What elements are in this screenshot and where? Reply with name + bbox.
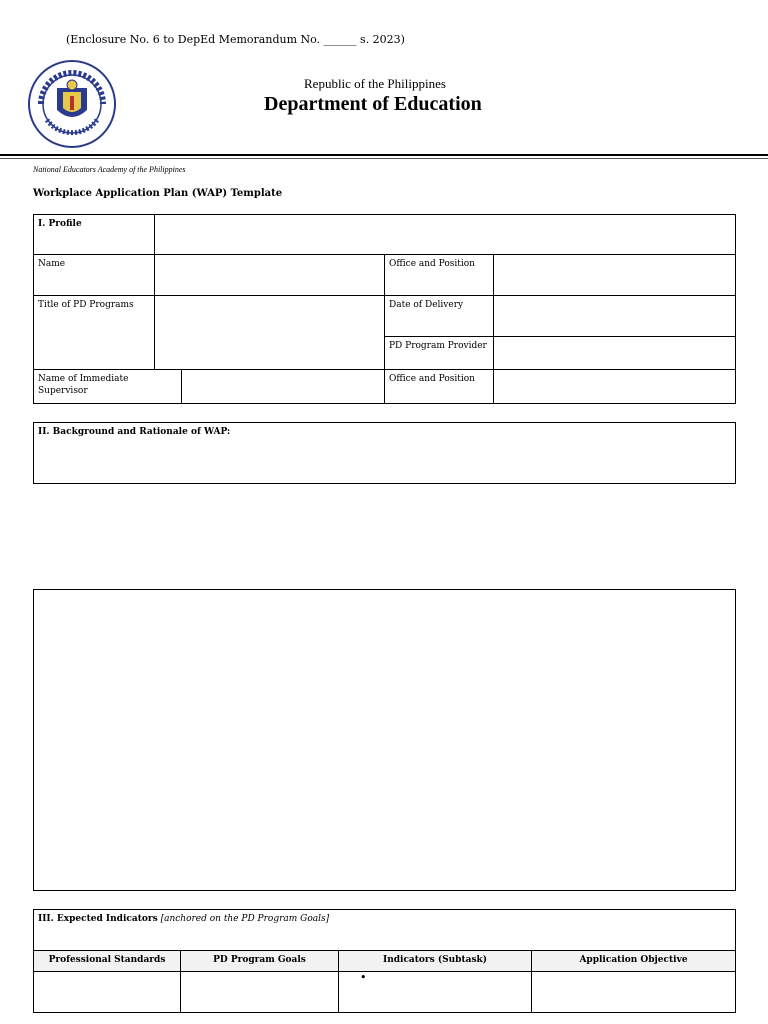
header-rule-thin: [0, 158, 768, 159]
indicators-cell-goals[interactable]: [180, 971, 339, 1013]
office-position-field[interactable]: [493, 254, 736, 296]
pd-provider-label: PD Program Provider: [384, 336, 494, 370]
title-pd-field[interactable]: [154, 295, 385, 370]
supervisor-office-label: Office and Position: [384, 369, 494, 404]
col-header-application-objective: Application Objective: [531, 950, 736, 972]
supervisor-office-field[interactable]: [493, 369, 736, 404]
republic-line: Republic of the Philippines: [304, 76, 446, 91]
rationale-text-box[interactable]: [33, 589, 736, 891]
document-title: Workplace Application Plan (WAP) Template: [33, 188, 283, 199]
name-field[interactable]: [154, 254, 385, 296]
name-label: Name: [33, 254, 155, 296]
col-header-professional-standards: Professional Standards: [33, 950, 181, 972]
subtask-bullet: •: [360, 971, 367, 984]
header-rule: [0, 154, 768, 156]
indicators-section-note: [anchored on the PD Program Goals]: [160, 914, 330, 924]
department-title: Department of Education: [264, 93, 482, 115]
deped-seal-logo: [27, 58, 117, 150]
academy-name: National Educators Academy of the Philippines: [33, 165, 186, 174]
pd-provider-field[interactable]: [493, 336, 736, 370]
background-section: II. Background and Rationale of WAP:: [33, 422, 736, 484]
title-pd-label: Title of PD Programs: [33, 295, 155, 370]
col-header-indicators: Indicators (Subtask): [338, 950, 532, 972]
profile-header-blank[interactable]: [154, 214, 736, 255]
indicators-section-label: III. Expected Indicators: [38, 914, 158, 924]
supervisor-field[interactable]: [181, 369, 385, 404]
indicators-cell-standards[interactable]: [33, 971, 181, 1013]
enclosure-note: (Enclosure No. 6 to DepEd Memorandum No. ______ s. 2023): [66, 33, 405, 46]
profile-section-label: I. Profile: [33, 214, 155, 255]
date-delivery-label: Date of Delivery: [384, 295, 494, 337]
indicators-cell-objective[interactable]: [531, 971, 736, 1013]
supervisor-label: Name of Immediate Supervisor: [33, 369, 182, 404]
office-position-label: Office and Position: [384, 254, 494, 296]
col-header-pd-program-goals: PD Program Goals: [180, 950, 339, 972]
date-delivery-field[interactable]: [493, 295, 736, 337]
indicators-section: [33, 909, 736, 951]
indicators-cell-subtask[interactable]: [338, 971, 532, 1013]
